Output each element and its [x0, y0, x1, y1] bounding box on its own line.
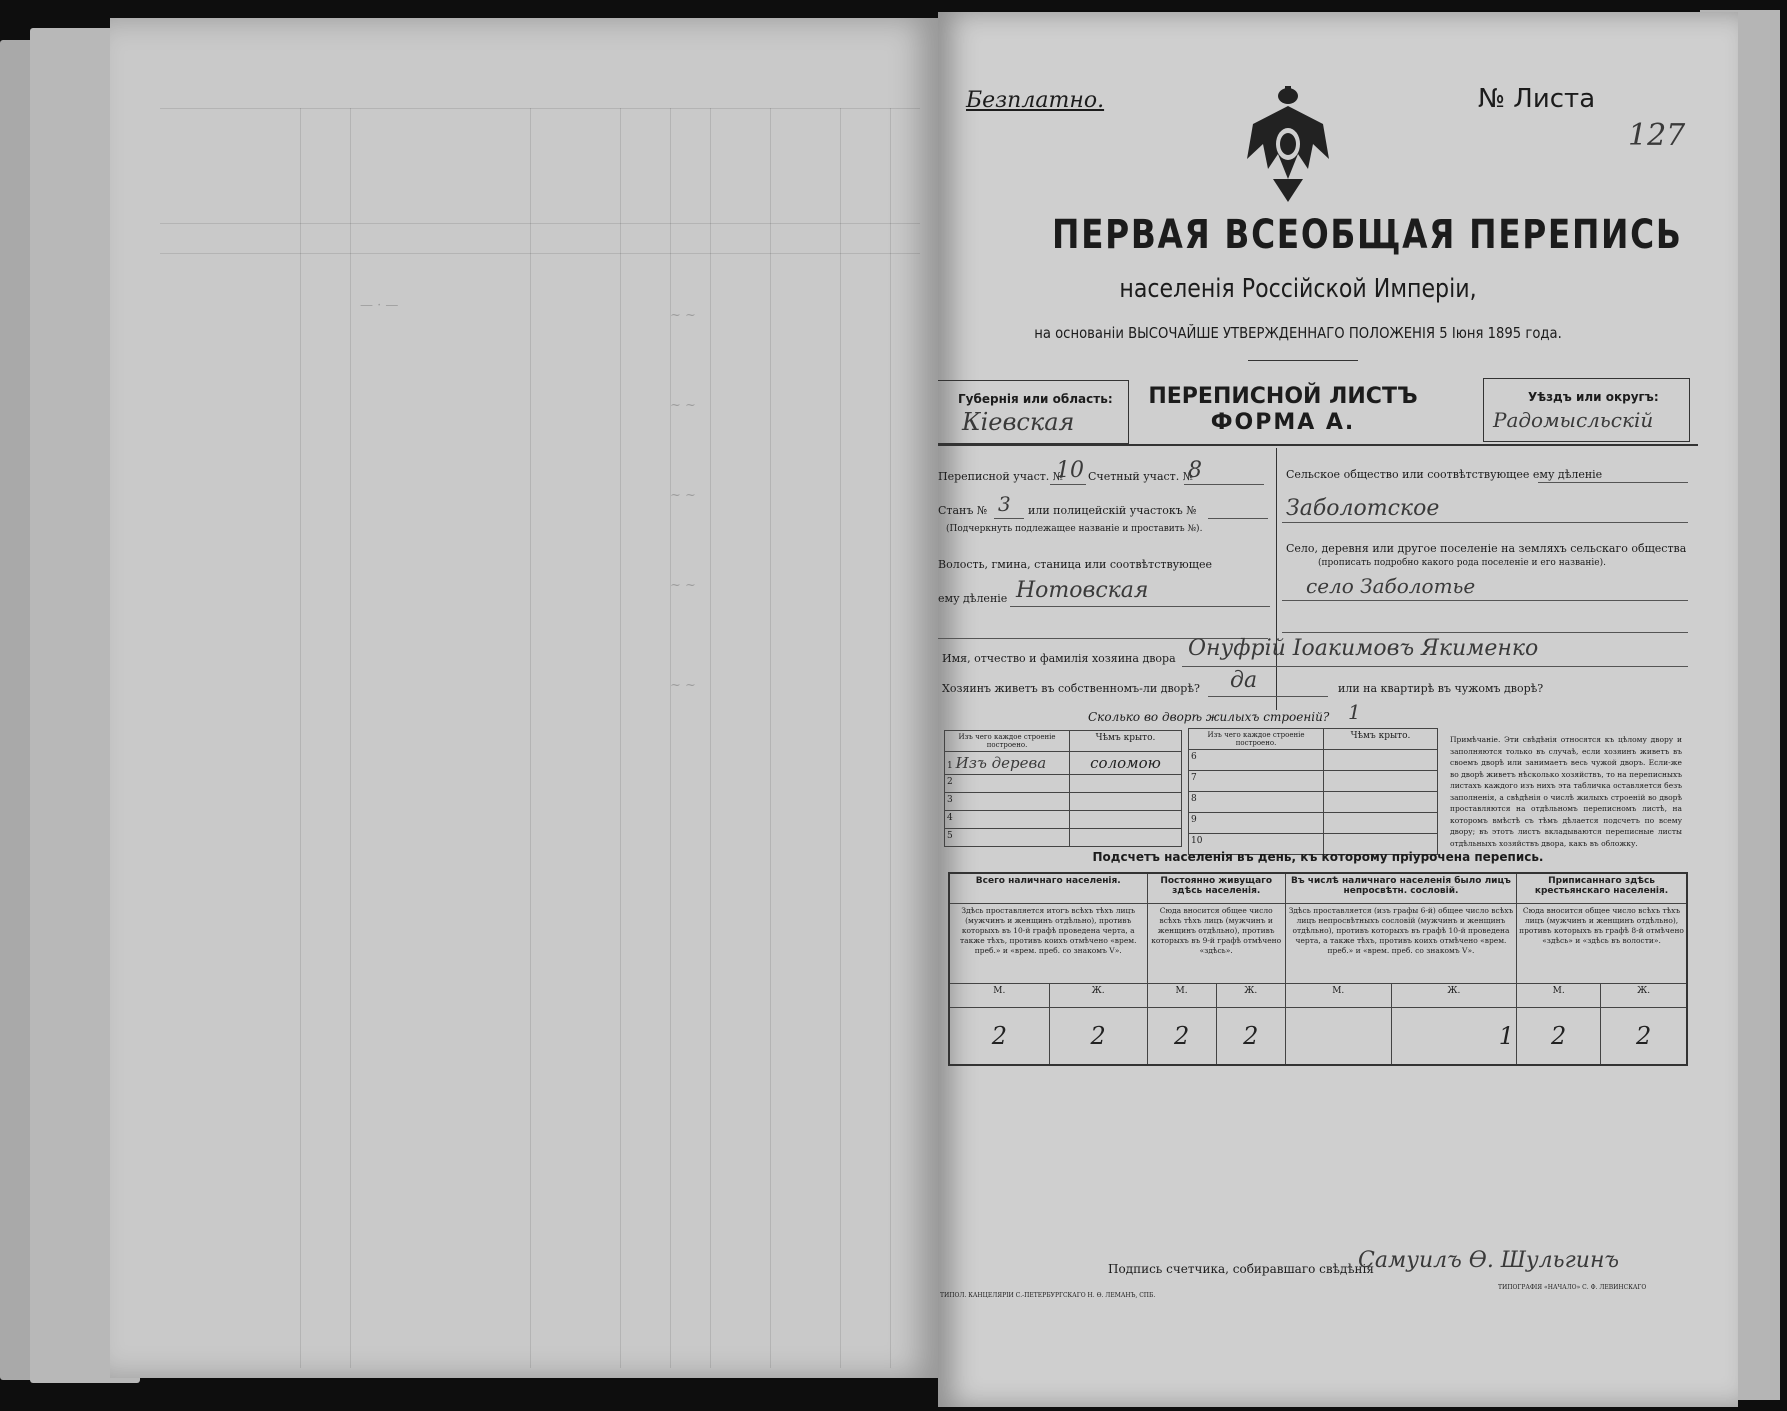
underline [1282, 522, 1688, 523]
underline [1538, 482, 1688, 483]
uezd-label: Уѣздъ или округъ: [1528, 390, 1659, 404]
building-row: 4 [945, 811, 1070, 829]
underline [1184, 484, 1264, 485]
material-header: Изъ чего каждое строеніе построено. [945, 731, 1070, 752]
building-roof: соломою [1070, 752, 1182, 775]
form-basis-line: на основаніи ВЫСОЧАЙШЕ УТВЕРЖДЕННАГО ПОЛОЖЕНІЯ 5 Іюня 1895 года. [1034, 324, 1562, 342]
material-header: Изъ чего каждое строеніе построено. [1189, 729, 1324, 750]
village-value: село Заболотье [1306, 574, 1476, 598]
census-form-page [938, 12, 1738, 1407]
form-subtitle: населенія Россійской Имперіи, [1119, 274, 1477, 304]
show-through-text: ~ ~ [670, 308, 696, 323]
count-value: 2 [1517, 1007, 1601, 1065]
show-through-text: ~ ~ [670, 578, 696, 593]
sheet-number-value: 127 [1628, 118, 1686, 153]
sheet-number-label: № Листа [1478, 84, 1596, 114]
underline [1208, 696, 1328, 697]
roof-header: Чѣмъ крыто. [1070, 731, 1182, 752]
building-row: 6 [1189, 750, 1324, 771]
printer-imprint-right: ТИПОГРАФІЯ «НАЧАЛО» С. Ф. ЛЕВИНСКАГО [1498, 1284, 1647, 1291]
col-head: Постоянно живущаго здѣсь населенія. [1147, 873, 1285, 903]
count-value: 2 [1216, 1007, 1285, 1065]
col-desc: Сюда вносится общее число всѣхъ тѣхъ лицъ (мужчинъ и женщинъ отдѣльно), противъ которыхъ въ графѣ 8-й отмѣчено «здѣсь» и «здѣсь въ волости». [1517, 903, 1687, 983]
left-page [110, 18, 938, 1378]
own-yard-label: Хозяинъ живетъ въ собственномъ-ли дворѣ? [942, 682, 1200, 695]
stan-value: 3 [998, 492, 1011, 516]
male-label: М. [1147, 983, 1216, 1007]
rent-label: или на квартирѣ въ чужомъ дворѣ? [1338, 682, 1544, 695]
signature-label: Подпись счетчика, собиравшаго свѣдѣнія [1108, 1262, 1374, 1276]
col-head: Въ числѣ наличнаго населенія было лицъ непросвѣтн. сословій. [1285, 873, 1516, 903]
female-label: Ж. [1601, 983, 1687, 1007]
volost-label: Волость, гмина, станица или соотвѣтствующее [938, 558, 1212, 571]
underline [994, 518, 1024, 519]
female-label: Ж. [1049, 983, 1147, 1007]
male-label: М. [949, 983, 1049, 1007]
buildings-label: Сколько во дворѣ жилыхъ строеній? [1088, 710, 1330, 724]
gubernia-value: Кіевская [962, 408, 1075, 436]
form-a-title: ФОРМА А. [1210, 410, 1356, 435]
col-desc: Здѣсь проставляется (изъ графы 6-й) общее число всѣхъ лицъ непросвѣтныхъ сословій (мужчинъ и женщинъ отдѣльно), противъ которыхъ въ графѣ 10-й проведена черта, а также тѣхъ, противъ коихъ отмѣчено «врем. преб.» и «врем. преб. со знакомъ V». [1285, 903, 1516, 983]
volost-label-2: ему дѣленіе [938, 592, 1008, 605]
count-value: 2 [1147, 1007, 1216, 1065]
count-value: 2 [949, 1007, 1049, 1065]
owner-value: Онуфрій Іоакимовъ Якименко [1188, 636, 1539, 661]
female-label: Ж. [1216, 983, 1285, 1007]
count-section-title: Подсчетъ населенія въ день, къ которому пріурочена перепись. [1092, 850, 1544, 864]
society-label: Сельское общество или соотвѣтствующее ему дѣленіе [1286, 468, 1603, 481]
count-value: 2 [1049, 1007, 1147, 1065]
buildings-table-right [1188, 728, 1438, 855]
male-label: М. [1285, 983, 1391, 1007]
village-note: (прописать подробно какого рода поселеніе и его названіе). [1318, 558, 1606, 568]
building-row: 8 [1189, 792, 1324, 813]
count-district-label: Счетный участ. № [1088, 470, 1194, 483]
owner-label: Имя, отчество и фамилія хозяина двора [942, 652, 1176, 665]
stan-label: Станъ № [938, 504, 988, 517]
underline [1282, 632, 1688, 633]
col-desc: Сюда вносится общее число всѣхъ тѣхъ лицъ (мужчинъ и женщинъ отдѣльно), противъ которыхъ въ 9-й графѣ отмѣчено «здѣсь». [1147, 903, 1285, 983]
male-label: М. [1517, 983, 1601, 1007]
signature-value: Самуилъ Ѳ. Шульгинъ [1358, 1248, 1620, 1273]
underline [1050, 484, 1086, 485]
census-district-label: Переписной участ. № [938, 470, 1064, 483]
building-row: 9 [1189, 813, 1324, 834]
building-row: 3 [945, 793, 1070, 811]
show-through-text: ~ ~ [670, 678, 696, 693]
col-head: Приписаннаго здѣсь крестьянскаго населенія. [1517, 873, 1687, 903]
building-row: 10 [1189, 834, 1324, 855]
show-through-text: ~ ~ [670, 488, 696, 503]
note-text: Примѣчаніе. Эти свѣдѣнія относятся къ цѣлому двору и заполняются только въ случаѣ, если хозяинъ живетъ въ своемъ дворѣ или занимаетъ весь чужой дворъ. Если-же во дворѣ живетъ нѣсколько хозяйствъ, то на переписныхъ листахъ каждого изъ нихъ эта табличка оставляется безъ заполненія, а свѣдѣнія о числѣ жилыхъ строеній во дворѣ проставляются на отдѣльномъ переписномъ листѣ, на которомъ вмѣстѣ съ тѣмъ дѣлается подсчетъ по всему двору; въ этотъ листъ вкладываются переписные листы отдѣльныхъ хозяйствъ двора, какъ въ обложку. [1450, 735, 1682, 848]
count-value: 2 [1601, 1007, 1687, 1065]
printer-imprint-left: ТИПОЛ. КАНЦЕЛЯРІИ С.-ПЕТЕРБУРГСКАГО Н. Ѳ. ЛЕМАНЪ, СПБ. [940, 1292, 1156, 1299]
count-value [1285, 1007, 1391, 1065]
village-label: Село, деревня или другое поселеніе на земляхъ сельскаго общества [1286, 542, 1687, 555]
buildings-value: 1 [1348, 700, 1361, 724]
police-district-label: или полицейскій участокъ № [1028, 504, 1197, 517]
census-district-value: 10 [1056, 458, 1084, 483]
imperial-eagle-crest [1243, 84, 1333, 204]
gubernia-label: Губернія или область: [958, 392, 1113, 406]
female-label: Ж. [1391, 983, 1517, 1007]
roof-header: Чѣмъ крыто. [1324, 729, 1438, 750]
show-through-text: ~ ~ [670, 398, 696, 413]
building-row: 1 Изъ дерева [945, 752, 1070, 775]
building-row: 2 [945, 775, 1070, 793]
count-district-value: 8 [1188, 458, 1202, 483]
list-title: ПЕРЕПИСНОЙ ЛИСТЪ [1148, 384, 1418, 409]
population-count-table [948, 872, 1688, 1066]
count-value: 1 [1391, 1007, 1517, 1065]
underline [1282, 600, 1688, 601]
society-value: Заболотское [1286, 496, 1440, 521]
ornament-divider [1248, 360, 1358, 361]
underline [1182, 666, 1688, 667]
uezd-value: Радомысльскій [1493, 408, 1654, 432]
col-head: Всего наличнаго населенія. [949, 873, 1147, 903]
building-row: 7 [1189, 771, 1324, 792]
form-main-title: ПЕРВАЯ ВСЕОБЩАЯ ПЕРЕПИСЬ [1052, 212, 1683, 258]
col-desc: Здѣсь проставляется итогъ всѣхъ тѣхъ лицъ (мужчинъ и женщинъ отдѣльно), противъ которыхъ въ 10-й графѣ проведена черта, а также тѣхъ, противъ коихъ отмѣчено «врем. преб.» и «врем. преб. со знакомъ V». [949, 903, 1147, 983]
underline-note: (Подчеркнуть подлежащее названіе и проставить №). [946, 524, 1203, 534]
building-row: 5 [945, 829, 1070, 847]
free-label: Безплатно. [966, 88, 1105, 113]
buildings-table-left [944, 730, 1182, 847]
underline [1010, 606, 1270, 607]
column-divider [1276, 448, 1277, 710]
underline [1208, 518, 1268, 519]
own-yard-value: да [1230, 668, 1258, 693]
show-through-text: — · — [360, 298, 399, 313]
volost-value: Нотовская [1016, 578, 1149, 603]
header-rule [938, 444, 1698, 446]
